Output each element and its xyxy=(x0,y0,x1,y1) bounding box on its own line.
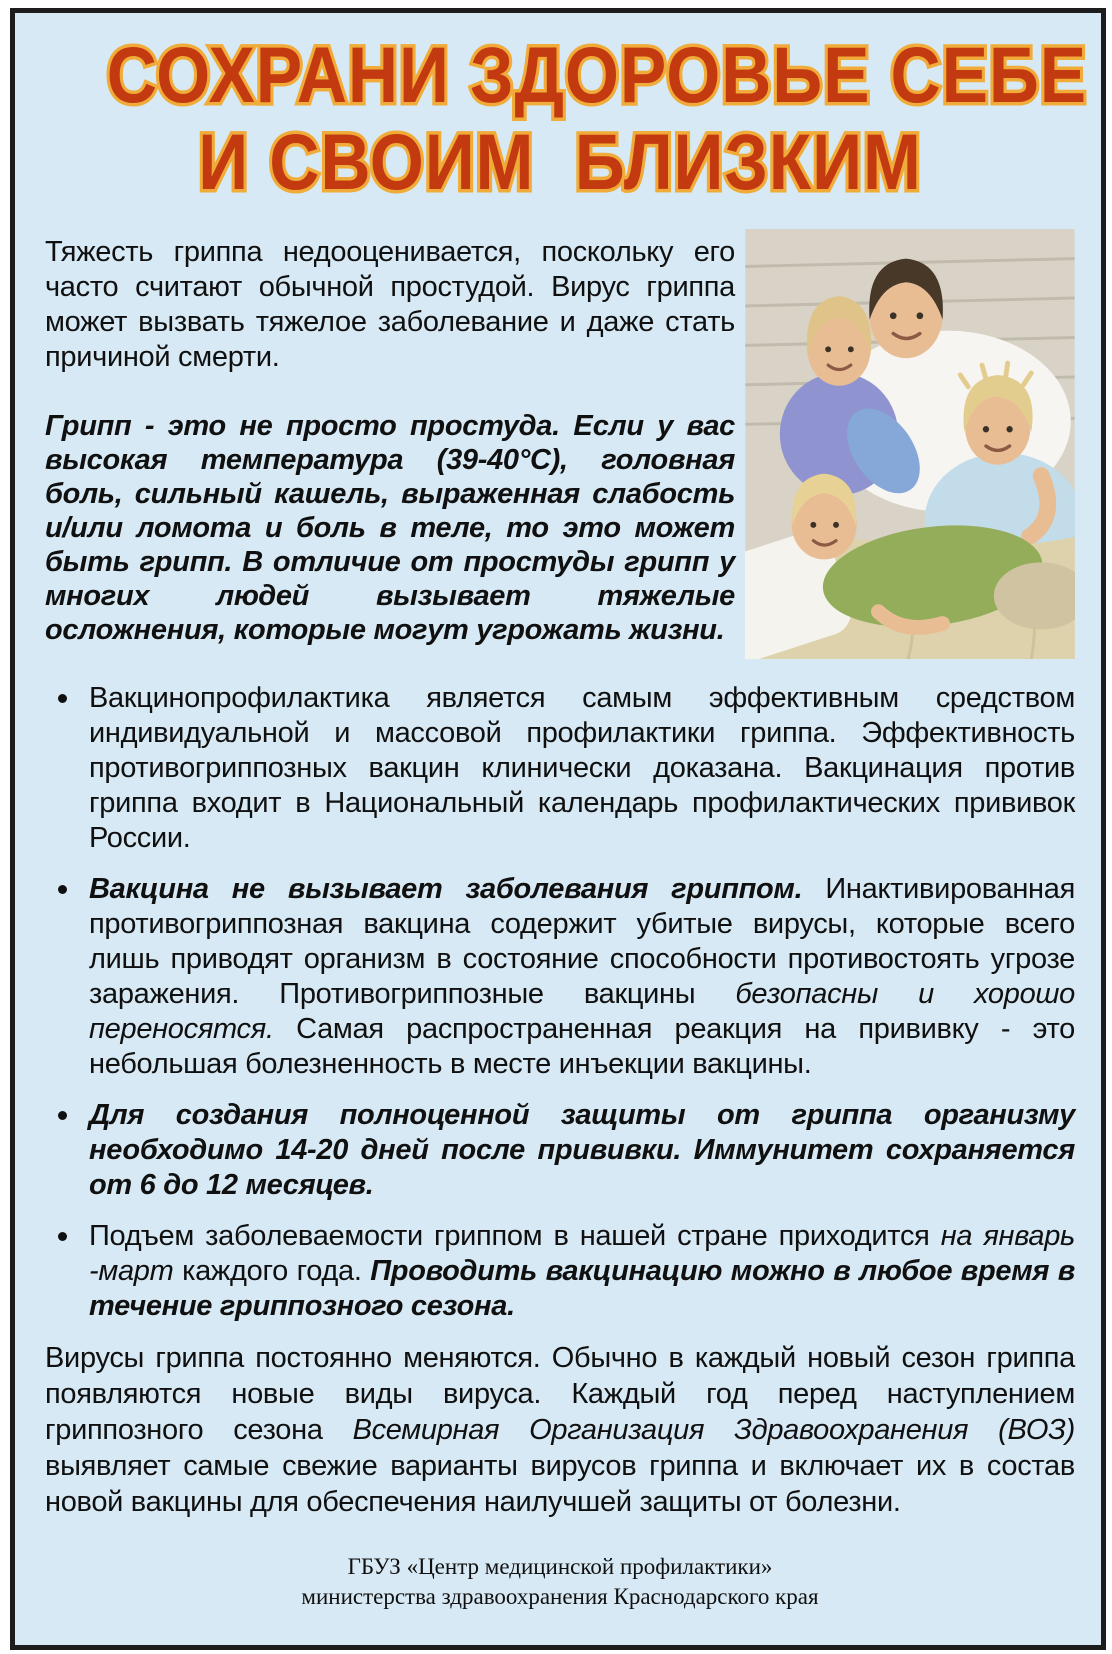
title-line-2: И СВОИМ БЛИЗКИМ xyxy=(198,117,922,206)
text-segment: Вакцина не вызывает заболевания гриппом. xyxy=(89,873,826,905)
family-photo xyxy=(745,229,1075,659)
poster-sheet xyxy=(10,8,1106,1650)
text-segment: Самая распространенная реакция на прививку - это небольшая болезненность в месте инъекции вакцины. xyxy=(89,1013,1075,1080)
footer-org-line-1: ГБУЗ «Центр медицинской профилактики» xyxy=(347,1554,773,1579)
text-segment: на январь -март xyxy=(89,1220,1075,1287)
family-photo-illustration xyxy=(745,229,1075,659)
text-segment: каждого года. xyxy=(182,1255,371,1287)
bullet-item-vaccination-timing xyxy=(45,1219,1075,1324)
footer-org-line-2: министерства здравоохранения Краснодарского края xyxy=(301,1584,819,1609)
text-segment: Инактивированная противогриппозная вакцина содержит убитые вирусы, которые всего лишь приводят организм в состояние способности противостоять угрозе заражения. Противогриппозные вакцины xyxy=(89,873,1075,1010)
bullet-item-vaccine-safety xyxy=(45,872,1075,1082)
title-line-1: СОХРАНИ ЗДОРОВЬЕ СЕБЕ xyxy=(106,30,1087,119)
poster-title xyxy=(45,30,1087,206)
intro-paragraph: Тяжесть гриппа недооценивается, поскольку его часто считают обычной простудой. Вирус гриппа может вызвать тяжелое заболевание и даже стать причиной смерти. xyxy=(45,236,735,373)
text-segment: Вирусы гриппа постоянно меняются. Обычно в каждый новый сезон гриппа появляются новые виды вируса. Каждый год перед наступлением гриппозного сезона xyxy=(45,1342,1075,1446)
bullet-item-immunity-duration xyxy=(45,1098,1075,1203)
closing-paragraph xyxy=(45,1340,1075,1520)
bullet-item-vaccine-prophylaxis xyxy=(45,681,1075,856)
text-segment: выявляет самые свежие варианты вирусов гриппа и включает их в состав новой вакцины для обеспечения наилучшей защиты от болезни. xyxy=(45,1450,1075,1518)
intro-text-column xyxy=(45,229,735,659)
text-segment: Всемирная Организация Здравоохранения (ВОЗ) xyxy=(352,1414,1075,1446)
bullet-list xyxy=(45,681,1075,1324)
text-segment: Проводить вакцинацию можно в любое время в течение гриппозного сезона. xyxy=(89,1255,1075,1322)
lead-paragraph: Грипп - это не просто простуда. Если у вас высокая температура (39-40°С), головная боль, сильный кашель, выраженная слабость и/или ломота и боль в теле, то это может быть грипп. В отличие от простуды грипп у многих людей вызывает тяжелые осложнения, которые могут угрожать жизни. xyxy=(45,410,735,646)
text-segment: Для создания полноценной защиты от гриппа организму необходимо 14-20 дней после прививки. Иммунитет сохраняется от 6 до 12 месяцев. xyxy=(89,1099,1075,1201)
text-segment: Вакцинопрофилактика является самым эффективным средством индивидуальной и массовой профилактики гриппа. Эффективность противогриппозных вакцин клинически доказана. Вакцинация против гриппа входит в Национальный календарь профилактических прививок России. xyxy=(89,682,1075,854)
intro-section xyxy=(45,229,1075,659)
text-segment: Подъем заболеваемости гриппом в нашей стране приходится xyxy=(89,1220,941,1252)
text-segment: безопасны и хорошо переносятся. xyxy=(89,978,1076,1045)
footer xyxy=(45,1552,1075,1612)
